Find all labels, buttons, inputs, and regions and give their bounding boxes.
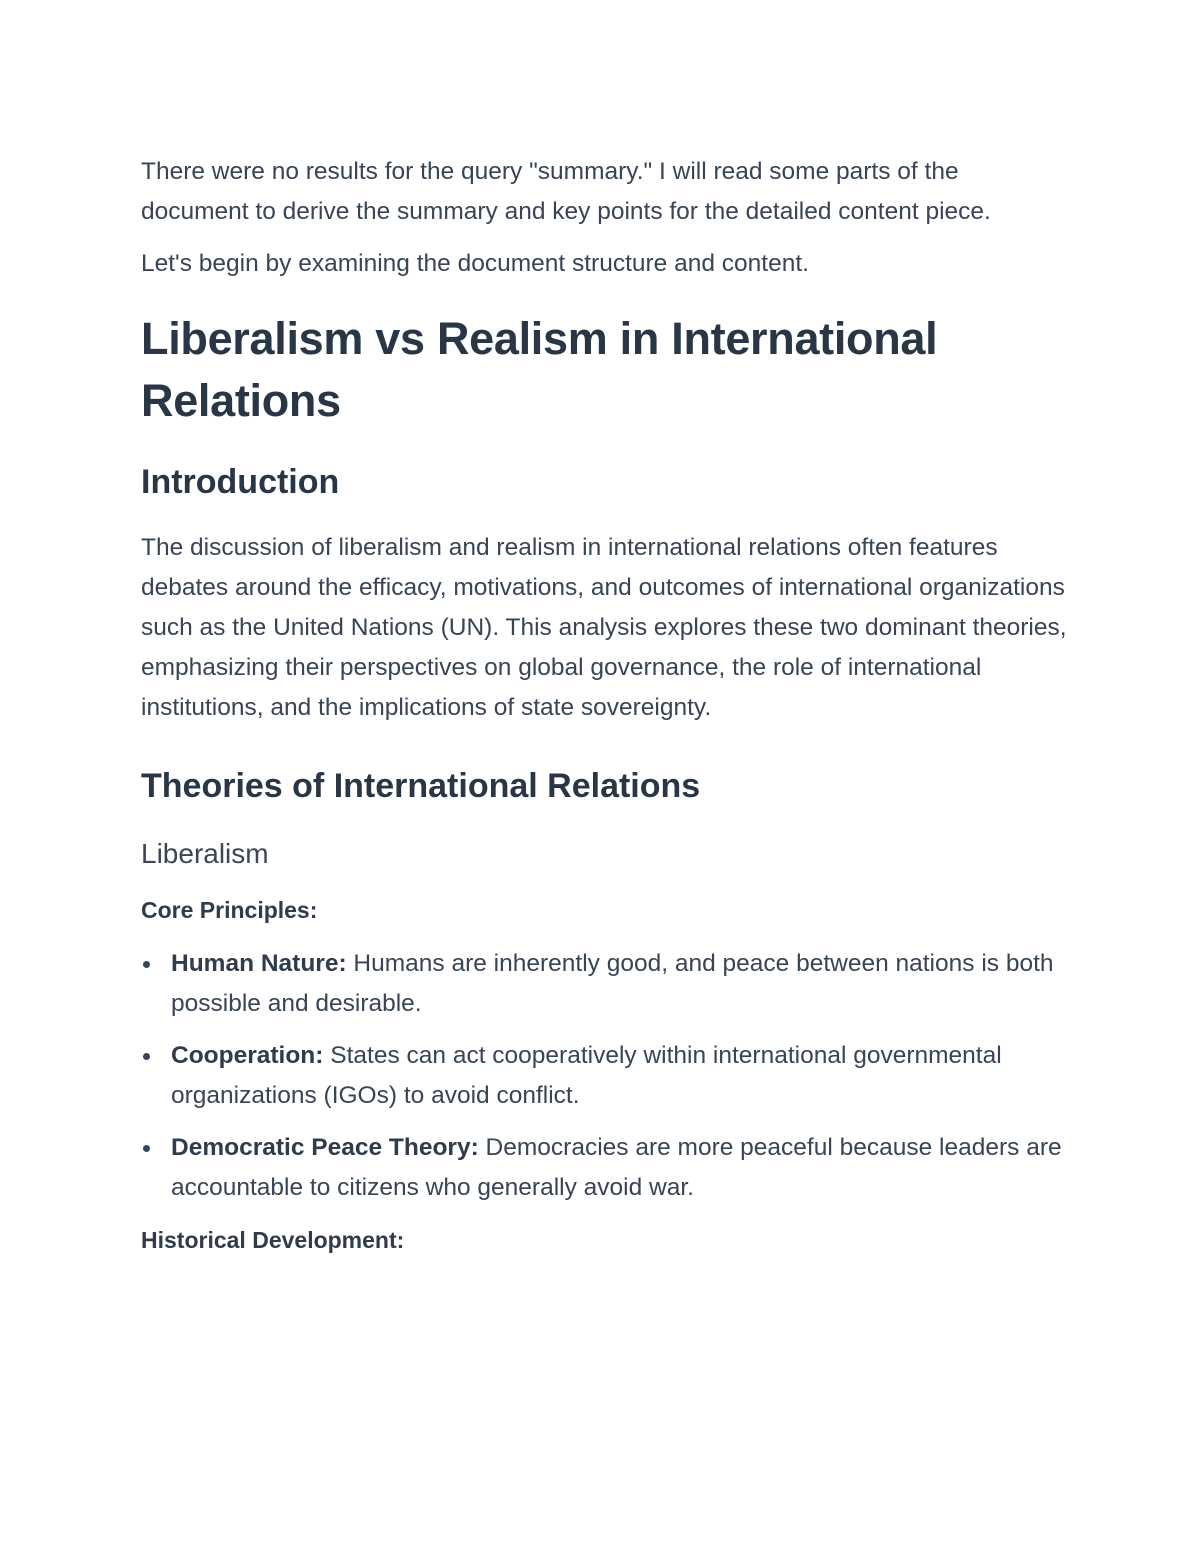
bullet-icon [143,961,150,968]
principles-list [141,944,1071,1208]
principle-text: Humans are inherently good, and peace between nations is both possible and desirable. [171,950,1054,1017]
bullet-icon [143,1053,150,1060]
theories-heading: Theories of International Relations [141,767,701,805]
bullet-icon [143,1145,150,1152]
principle-text: States can act cooperatively within international governmental organizations (IGOs) to avoid conflict. [171,1042,1002,1109]
core-principles-label: Core Principles: [141,897,318,923]
document-page [141,152,1071,1274]
introduction-body: The discussion of liberalism and realism in international relations often features debates around the efficacy, motivations, and outcomes of international organizations such as the United Nations (UN). This analysis explores these two dominant theories, emphasizing their perspectives on global governance, the role of international institutions, and the implications of state sovereignty. [141,534,1067,721]
principle-text: Democracies are more peaceful because leaders are accountable to citizens who generally avoid war. [171,1134,1062,1201]
list-item [141,1128,1071,1208]
list-item [141,944,1071,1024]
liberalism-heading: Liberalism [141,838,269,869]
introduction-heading: Introduction [141,463,340,501]
document-title: Liberalism vs Realism in International Relations [141,313,938,426]
principle-term: Human Nature: [171,950,347,977]
preamble-paragraph: There were no results for the query "summary." I will read some parts of the document to derive the summary and key points for the detailed content piece. [141,158,991,225]
historical-development-label: Historical Development: [141,1227,405,1253]
preamble-paragraph: Let's begin by examining the document structure and content. [141,250,809,277]
principle-term: Cooperation: [171,1042,324,1069]
list-item [141,1036,1071,1116]
principle-term: Democratic Peace Theory: [171,1134,479,1161]
